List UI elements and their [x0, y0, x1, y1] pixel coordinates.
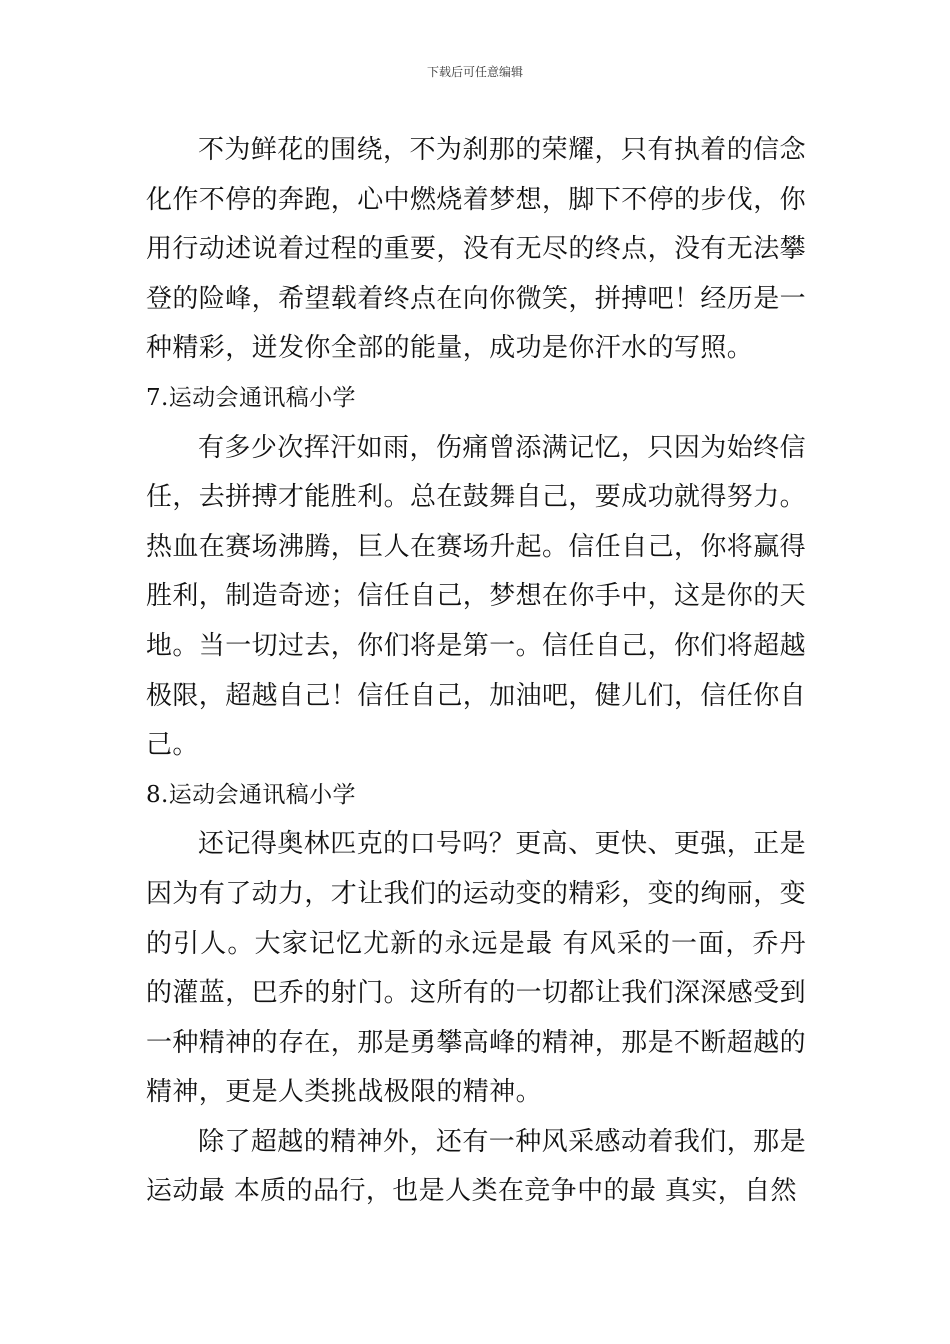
- section-heading-8: 8.运动会通讯稿小学: [146, 781, 356, 808]
- section-heading-7: 7.运动会通讯稿小学: [146, 384, 356, 411]
- paragraph-2: 有多少次挥汗如雨，伤痛曾添满记忆，只因为始终信任，去拼搏才能胜利。总在鼓舞自己，要成功就得努力。热血在赛场沸腾，巨人在赛场升起。信任自己，你将赢得胜利，制造奇迹；信任自己，梦想在你手中，这是你的天地。当一切过去，你们将是第一。信任自己，你们将超越极限，超越自己！信任自己，加油吧，健儿们，信任你自己。: [146, 432, 807, 761]
- document-body: [146, 126, 806, 1217]
- paragraph-4: 除了超越的精神外，还有一种风采感动着我们，那是运动最 本质的品行，也是人类在竞争中的最 真实，自然: [146, 1126, 806, 1207]
- paragraph-3: 还记得奥林匹克的口号吗？更高、更快、更强，正是因为有了动力，才让我们的运动变的精彩，变的绚丽，变的引人。大家记忆尤新的永远是最 有风采的一面，乔丹的灌蓝，巴乔的射门。这所有的一切都让我们深深感受到一种精神的存在，那是勇攀高峰的精神，那是不断超越的精神，更是人类挑战极限的精神。: [146, 829, 807, 1108]
- paragraph-1: 不为鲜花的围绕，不为刹那的荣耀，只有执着的信念化作不停的奔跑，心中燃烧着梦想，脚下不停的步伐，你用行动述说着过程的重要，没有无尽的终点，没有无法攀登的险峰，希望载着终点在向你微笑，拼搏吧！经历是一种精彩，迸发你全部的能量，成功是你汗水的写照。: [146, 135, 807, 364]
- page-header-note: 下载后可任意编辑: [426, 65, 523, 79]
